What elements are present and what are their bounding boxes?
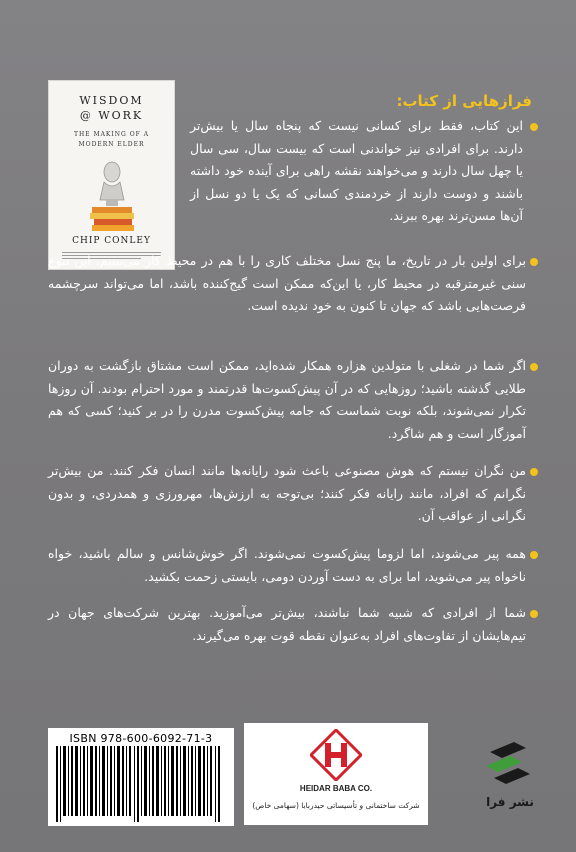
- excerpt-paragraph-5: همه پیر می‌شوند، اما لزوما پیش‌کسوت نمی‌شوند. اگر خوش‌شانس و سالم باشید، خواه ناخواه پیر می‌شوید، اما برای به دست آوردن دومی، بایستی زحمت بکشید.: [48, 546, 526, 584]
- thumb-subtitle-line2: MODERN ELDER: [78, 141, 145, 148]
- excerpt-paragraph-1: این کتاب، فقط برای کسانی نیست که پنجاه سال یا بیش‌تر دارند. برای افرادی نیز خواندنی است که بیست سال، سی سال یا چهل سال دارند و می‌خواهند نقشه راهی برای آینده خود داشته باشند و دوست دارند از خردمندی کسانی که یک یا دو نسل از آن‌ها مسن‌ترند بهره ببرند.: [190, 118, 523, 224]
- excerpt-paragraph-2: برای اولین بار در تاریخ، ما پنج نسل مختلف کاری را با هم در محیط کار می‌بینیم. این تنوع سنی غیرمترقبه در محیط کار، یا این‌که ممکن است گیج‌کننده باشد، اما می‌تواند سرچشمه فرصت‌هایی باشد که جهان تا کنون به خود ندیده است.: [48, 253, 526, 314]
- fara-logo-icon: [484, 738, 532, 788]
- excerpt-paragraph-3: اگر شما در شغلی با متولدین هزاره همکار شده‌اید، ممکن است مشتاق بازگشت به دوران طلایی گذشته باشید؛ روزهایی که در آن پیش‌کسوت‌ها قدرتمند و مورد احترام بودند. آن روزها تکرار نمی‌شوند، بلکه نوبت شماست که جامه پیش‌کسوت مدرن را در بر کنید؛ کسی که هم آموزگار است و هم شاگرد.: [48, 358, 526, 441]
- bullet-icon: [530, 123, 538, 131]
- bullet-icon: [530, 258, 538, 266]
- thumb-title-line2: @ WORK: [79, 109, 144, 122]
- bust-on-books-illustration: [86, 160, 138, 232]
- excerpt-paragraph-4: من نگران نیستم که هوش مصنوعی باعث شود رایانه‌ها مانند انسان فکر کنند. من بیش‌تر نگرانم که افراد، مانند رایانه فکر کنند؛ بی‌توجه به ارزش‌ها، مهرورزی و همدردی، و بدون نگرانی از عواقب آن.: [48, 463, 526, 524]
- imprint-name: نشر فرا: [486, 795, 534, 809]
- thumb-subtitle-line1: THE MAKING OF A: [73, 131, 150, 138]
- thumb-author: CHIP CONLEY: [72, 236, 151, 246]
- thumb-title-line1: WISDOM: [79, 94, 144, 107]
- isbn-barcode: [48, 728, 234, 826]
- bullet-icon: [530, 551, 538, 559]
- publisher-subtitle: شرکت ساختمانی و تأسیساتی حیدربابا (سهامی خاص): [252, 801, 420, 810]
- barcode-bars: [54, 746, 228, 822]
- bullet-icon: [530, 363, 538, 371]
- publisher-name: HEIDAR BABA CO.: [299, 784, 373, 793]
- bullet-icon: [530, 468, 538, 476]
- excerpt-paragraph-6: شما از افرادی که شبیه شما نباشند، بیش‌تر می‌آموزید. بهترین شرکت‌های جهان در تیم‌هایشان از تفاوت‌های افراد به‌عنوان نقطه قوت بهره می‌گیرند.: [48, 605, 526, 643]
- isbn-number: ISBN 978-600-6092-71-3: [69, 732, 213, 745]
- heidar-baba-logo-icon: [310, 729, 362, 781]
- excerpts-heading: فرازهایی از کتاب:: [396, 92, 532, 110]
- bullet-icon: [530, 610, 538, 618]
- publisher-logo-box: [244, 723, 428, 825]
- book-cover-thumbnail: [48, 80, 175, 270]
